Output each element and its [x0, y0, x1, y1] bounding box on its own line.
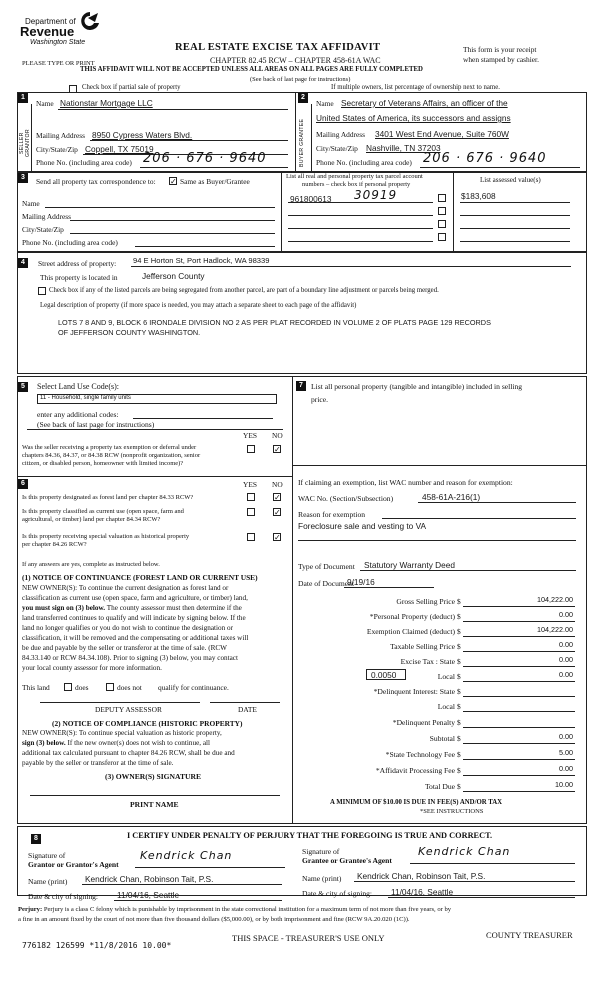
print-name-label: PRINT NAME: [130, 800, 179, 809]
excise-state-label: Excise Tax : State: [400, 657, 455, 666]
affidavit-fee-currency: $: [457, 766, 461, 775]
seller-phone: 206 · 676 · 9640: [143, 151, 267, 166]
exemption-currency: $: [457, 627, 461, 636]
parcel-4-personal-checkbox[interactable]: [438, 233, 446, 241]
form-chapters: CHAPTER 82.45 RCW – CHAPTER 458-61A WAC: [210, 56, 381, 65]
receipt-note-1: This form is your receipt: [463, 45, 537, 54]
wac-value: 458-61A-216(1): [422, 492, 481, 502]
continuance-text-3b: The county assessor must then determine if the: [105, 604, 242, 612]
dor-logo: [80, 10, 100, 34]
s5-q1-line2: chapters 84.36, 84.37, or 84.38 RCW (nonprofit organization, senior: [22, 452, 201, 459]
perjury-text-1: Perjury is a class C felony which is punishable by imprisonment in the state correctional institution for a maximum term of not more than five years, or by: [43, 906, 452, 913]
grantee-date: 11/04/16, Seattle: [391, 887, 454, 897]
same-as-buyer-checkbox[interactable]: ✓: [170, 177, 177, 186]
continuance-text-9: your local county assessor for more information.: [22, 664, 162, 672]
seller-city: Coppell, TX 75019: [85, 144, 154, 154]
total-value: 10.00: [555, 780, 573, 789]
s6-no-header: NO: [272, 480, 283, 489]
subtotal-label: Subtotal: [429, 734, 455, 743]
exemption-claimed-value: 104,222.00: [537, 625, 573, 634]
agency-sub: Washington State: [30, 39, 86, 46]
s6-q3-line2: per chapter 84.26 RCW?: [22, 541, 87, 548]
continuance-text-2: classification as current use (open space, farm and agriculture, or timber) land,: [22, 594, 248, 602]
continuance-text-8: 84.33.140 or RCW 84.34.108). Prior to signing (3) below, you may contact: [22, 654, 238, 662]
buyer-name-line-2: United States of America, its successors and assigns: [316, 113, 511, 123]
continuance-text-6: classification, it will be removed and the compensating or additional taxes will: [22, 634, 249, 642]
legal-description-1: LOTS 7 8 AND 9, BLOCK 6 IRONDALE DIVISION NO 2 AS PER PLAT RECORDED IN VOLUME 2 OF PLATS PAGE 129 RECORDS: [58, 318, 491, 327]
tech-fee-value: 5.00: [559, 748, 573, 757]
section-2-number: 2: [298, 93, 308, 103]
continuance-title: (1) NOTICE OF CONTINUANCE (FOREST LAND OR CURRENT USE): [22, 573, 258, 582]
see-instructions: *SEE INSTRUCTIONS: [420, 808, 484, 815]
see-back-note: (See back of last page for instructions): [250, 76, 351, 83]
s6-q1-yes[interactable]: [247, 493, 255, 501]
compliance-text-3: additional tax calculated pursuant to chapter 84.26 RCW, shall be due and: [22, 749, 235, 757]
located-label: This property is located in: [40, 273, 118, 282]
grantee-date-label: Date & city of signing:: [302, 889, 373, 898]
seller-side-label: SELLER GRANTOR: [19, 129, 31, 157]
seller-name: Nationstar Mortgage LLC: [60, 98, 153, 108]
seller-address-label: Mailing Address: [36, 131, 86, 140]
local-currency: $: [457, 672, 461, 681]
section-7-number: 7: [296, 381, 306, 391]
county-treasurer-label: COUNTY TREASURER: [486, 930, 573, 940]
parcel-header-1: List all real and personal property tax parcel account: [286, 173, 423, 180]
buyer-address: 3401 West End Avenue, Suite 760W: [375, 129, 509, 139]
buyer-address-label: Mailing Address: [316, 130, 366, 139]
s6-q2-line2: agricultural, or timber) land per chapter 84.34 RCW?: [22, 516, 161, 523]
receipt-note-2: when stamped by cashier.: [463, 55, 539, 64]
compliance-text-2: [22, 739, 210, 747]
does-not-checkbox[interactable]: [106, 683, 114, 691]
county: Jefferson County: [142, 271, 205, 281]
total-label: Total Due: [424, 782, 455, 791]
parcel-1-personal-checkbox[interactable]: [438, 194, 446, 202]
s6-q1-no[interactable]: ✓: [274, 493, 281, 502]
compliance-title: (2) NOTICE OF COMPLIANCE (HISTORIC PROPERTY): [52, 719, 243, 728]
parcel-number: 961800613: [290, 194, 332, 204]
grantor-date: 11/04/16, Seattle: [117, 890, 180, 900]
if-yes-note: If any answers are yes, complete as instructed below.: [22, 561, 160, 568]
taxable-label: Taxable Selling Price: [390, 642, 455, 651]
buyer-phone: 206 · 676 · 9640: [423, 151, 547, 166]
segregated-label: Check box if any of the listed parcels are being segregated from another parcel, are part of a boundary line adjustment or parcels being merged.: [49, 287, 439, 294]
continuance-text-1: NEW OWNER(S): To continue the current designation as forest land or: [22, 584, 229, 592]
s5-q1-line1: Was the seller receiving a property tax exemption or deferral under: [22, 444, 197, 451]
personal-deduct-value: 0.00: [559, 610, 573, 619]
taxable-value: 0.00: [559, 640, 573, 649]
agency-name: Revenue: [20, 24, 75, 39]
total-currency: $: [457, 782, 461, 791]
s6-q3-no[interactable]: ✓: [274, 533, 281, 542]
doc-type: Statutory Warranty Deed: [364, 560, 455, 570]
doc-type-label: Type of Document: [298, 562, 355, 571]
subtotal-currency: $: [457, 734, 461, 743]
land-use-value: 11 - Household, single family units: [40, 395, 131, 401]
continuance-text-3: [22, 604, 242, 612]
receipt-stamp: 776182 126599 *11/8/2016 10.00*: [22, 941, 172, 950]
certify-statement: I CERTIFY UNDER PENALTY OF PERJURY THAT THE FOREGOING IS TRUE AND CORRECT.: [127, 831, 493, 840]
perjury-line-1: [18, 906, 451, 913]
taxable-currency: $: [457, 642, 461, 651]
multiple-owners-note: If multiple owners, list percentage of ownership next to name.: [331, 84, 500, 91]
subtotal-value: 0.00: [559, 732, 573, 741]
personal-currency: $: [457, 612, 461, 621]
grantee-print-name: Kendrick Chan, Robinson Tait, P.S.: [357, 871, 486, 881]
section-8-number: 8: [31, 834, 41, 844]
delinquent-interest-state-label: *Delinquent Interest: State: [373, 687, 455, 696]
excise-state-currency: $: [457, 657, 461, 666]
parcel-header-2: numbers – check box if personal property: [302, 181, 411, 188]
deputy-assessor-label: DEPUTY ASSESSOR: [95, 705, 162, 714]
buyer-name-line-1: Secretary of Veterans Affairs, an officer of the: [341, 98, 508, 108]
tech-fee-currency: $: [457, 750, 461, 759]
tech-fee-label: *State Technology Fee: [385, 750, 455, 759]
same-as-buyer-label: Same as Buyer/Grantee: [180, 177, 250, 186]
assessed-header: List assessed value(s): [480, 176, 541, 184]
s6-q2-yes[interactable]: [247, 508, 255, 516]
buyer-phone-label: Phone No. (including area code): [316, 158, 412, 167]
date-label: DATE: [238, 705, 257, 714]
compliance-emphasis: sign (3) below.: [22, 739, 66, 747]
personal-property-label-2: price.: [311, 395, 329, 404]
s6-q1: Is this property designated as forest land per chapter 84.33 RCW?: [22, 494, 194, 501]
delinquent-penalty-currency: $: [457, 718, 461, 727]
delinquent-penalty-label: *Delinquent Penalty: [392, 718, 455, 727]
s6-q3-yes[interactable]: [247, 533, 255, 541]
buyer-name-label: Name: [316, 99, 334, 108]
gross-label: Gross Selling Price: [396, 597, 455, 606]
does-not-label: does not: [117, 683, 142, 692]
reason-value: Foreclosure sale and vesting to VA: [298, 521, 427, 531]
gross-currency: $: [457, 597, 461, 606]
parcel-3-personal-checkbox[interactable]: [438, 220, 446, 228]
buyer-city: Nashville, TN 37203: [366, 143, 441, 153]
seller-city-label: City/State/Zip: [36, 145, 78, 154]
grantee-name-label: Name (print): [302, 874, 342, 883]
assessed-value: $183,608: [461, 191, 496, 201]
compliance-text-4: payable by the seller or transferor at the time of sale.: [22, 759, 174, 767]
grantee-signature: Kendrick Chan: [418, 845, 511, 858]
s3-city-label: City/State/Zip: [22, 225, 64, 234]
seller-address: 8950 Cypress Waters Blvd.: [92, 130, 193, 140]
seller-name-label: Name: [36, 99, 54, 108]
additional-codes-label: enter any additional codes:: [37, 410, 119, 419]
street-address: 94 E Horton St, Port Hadlock, WA 98339: [133, 256, 270, 265]
affidavit-fee-label: *Affidavit Processing Fee: [375, 766, 455, 775]
continuance-text-5: land no longer qualifies or you do not wish to continue the designation or: [22, 624, 233, 632]
excise-state-value: 0.00: [559, 655, 573, 664]
grantor-signature: Kendrick Chan: [140, 849, 233, 862]
s6-q3-line1: Is this property receiving special valuation as historical property: [22, 533, 190, 540]
owner-signature-label: (3) OWNER(S) SIGNATURE: [105, 772, 202, 781]
doc-date-label: Date of Document: [298, 579, 355, 588]
section-1-number: 1: [18, 93, 28, 103]
parcel-2-personal-checkbox[interactable]: [438, 207, 446, 215]
reason-label: Reason for exemption: [298, 510, 366, 519]
s6-q2-line1: Is this property classified as current use (open space, farm and: [22, 508, 184, 515]
section-4-number: 4: [18, 258, 28, 268]
legal-label: Legal description of property (if more space is needed, you may attach a separate sheet to each page of the affidavit): [40, 302, 357, 309]
s3-phone-label: Phone No. (including area code): [22, 238, 118, 247]
land-use-label: Select Land Use Code(s):: [37, 382, 119, 391]
s6-q2-no[interactable]: ✓: [274, 508, 281, 517]
s3-name-label: Name: [22, 199, 40, 208]
s5-q1-yes[interactable]: [247, 445, 255, 453]
segregated-checkbox[interactable]: [38, 287, 46, 295]
exemption-label: If claiming an exemption, list WAC number and reason for exemption:: [298, 478, 513, 487]
wac-label: WAC No. (Section/Subsection): [298, 494, 394, 503]
legal-description-2: OF JEFFERSON COUNTY WASHINGTON.: [58, 328, 201, 337]
qualify-label: qualify for continuance.: [158, 683, 229, 692]
personal-deduct-label: *Personal Property (deduct): [369, 612, 455, 621]
grantee-sig-label-2: Grantee or Grantee's Agent: [302, 856, 392, 865]
treasurer-space-label: THIS SPACE - TREASURER'S USE ONLY: [232, 933, 385, 943]
street-label: Street address of property:: [38, 259, 117, 268]
grantor-sig-label-1: Signature of: [28, 851, 66, 860]
partial-sale-label: Check box if partial sale of property: [82, 84, 181, 91]
continuance-text-4: land transferred continues to qualify and will indicate by signing below. If the: [22, 614, 246, 622]
exemption-claimed-label: Exemption Claimed (deduct): [366, 627, 455, 636]
grantee-sig-label-1: Signature of: [302, 847, 340, 856]
s3-address-label: Mailing Address: [22, 212, 72, 221]
correspondence-label: Send all property tax correspondence to:: [36, 177, 156, 186]
continuance-emphasis: you must sign on (3) below.: [22, 604, 106, 612]
local-rate: 0.0050: [371, 670, 397, 680]
grantor-sig-label-2: Grantor or Grantor's Agent: [28, 860, 119, 869]
please-type: PLEASE TYPE OR PRINT: [22, 60, 95, 67]
section-5-number: 5: [18, 382, 28, 392]
delinquent-interest-local-label: Local: [437, 702, 455, 711]
personal-property-label-1: List all personal property (tangible and intangible) included in selling: [311, 382, 523, 391]
gross-value: 104,222.00: [537, 595, 573, 604]
section-4-frame: [17, 252, 587, 374]
section-6-number: 6: [18, 479, 28, 489]
grantor-print-name: Kendrick Chan, Robinson Tait, P.S.: [85, 874, 214, 884]
perjury-line-2: a fine in an amount fixed by the court of not more than five thousand dollars ($5,000.00), or by both imprisonment and fine (RCW 9A.20.020 (1C)).: [18, 916, 410, 923]
warning-banner: THIS AFFIDAVIT WILL NOT BE ACCEPTED UNLESS ALL AREAS ON ALL PAGES ARE FULLY COMPLETED: [80, 66, 423, 73]
s5-no-header: NO: [272, 431, 283, 440]
delinquent-interest-local-currency: $: [457, 702, 461, 711]
buyer-side-label: BUYER GRANTEE: [299, 118, 305, 168]
grantor-name-label: Name (print): [28, 877, 68, 886]
doc-date: 9/19/16: [347, 577, 375, 587]
does-checkbox[interactable]: [64, 683, 72, 691]
this-land-label: This land: [22, 683, 50, 692]
seller-phone-label: Phone No. (including area code): [36, 158, 132, 167]
compliance-text-1: NEW OWNER(S): To continue special valuation as historic property,: [22, 729, 222, 737]
continuance-text-7: be due and payable by the seller or transferor at the time of sale. (RCW: [22, 644, 227, 652]
parcel-handwritten: 30919: [354, 188, 398, 202]
buyer-city-label: City/State/Zip: [316, 144, 358, 153]
s5-q1-line3: citizen, or disabled person, homeowner with limited income)?: [22, 460, 184, 467]
s5-yes-header: YES: [243, 431, 257, 440]
s5-see-back: (See back of last page for instructions): [37, 420, 155, 429]
compliance-text-2b: If the new owner(s) does not wish to continue, all: [65, 739, 211, 747]
form-title: REAL ESTATE EXCISE TAX AFFIDAVIT: [175, 42, 381, 53]
agency-top: Department of: [25, 17, 76, 26]
grantor-date-label: Date & city of signing:: [28, 892, 99, 901]
section-3-number: 3: [18, 173, 28, 183]
does-label: does: [75, 683, 89, 692]
perjury-label: Perjury:: [18, 906, 43, 913]
minimum-note: A MINIMUM OF $10.00 IS DUE IN FEE(S) AND/OR TAX: [330, 799, 503, 806]
local-value: 0.00: [559, 670, 573, 679]
local-label: Local: [437, 672, 455, 681]
s6-yes-header: YES: [243, 480, 257, 489]
affidavit-fee-value: 0.00: [559, 764, 573, 773]
s5-q1-no[interactable]: ✓: [274, 445, 281, 454]
delinquent-interest-state-currency: $: [457, 687, 461, 696]
